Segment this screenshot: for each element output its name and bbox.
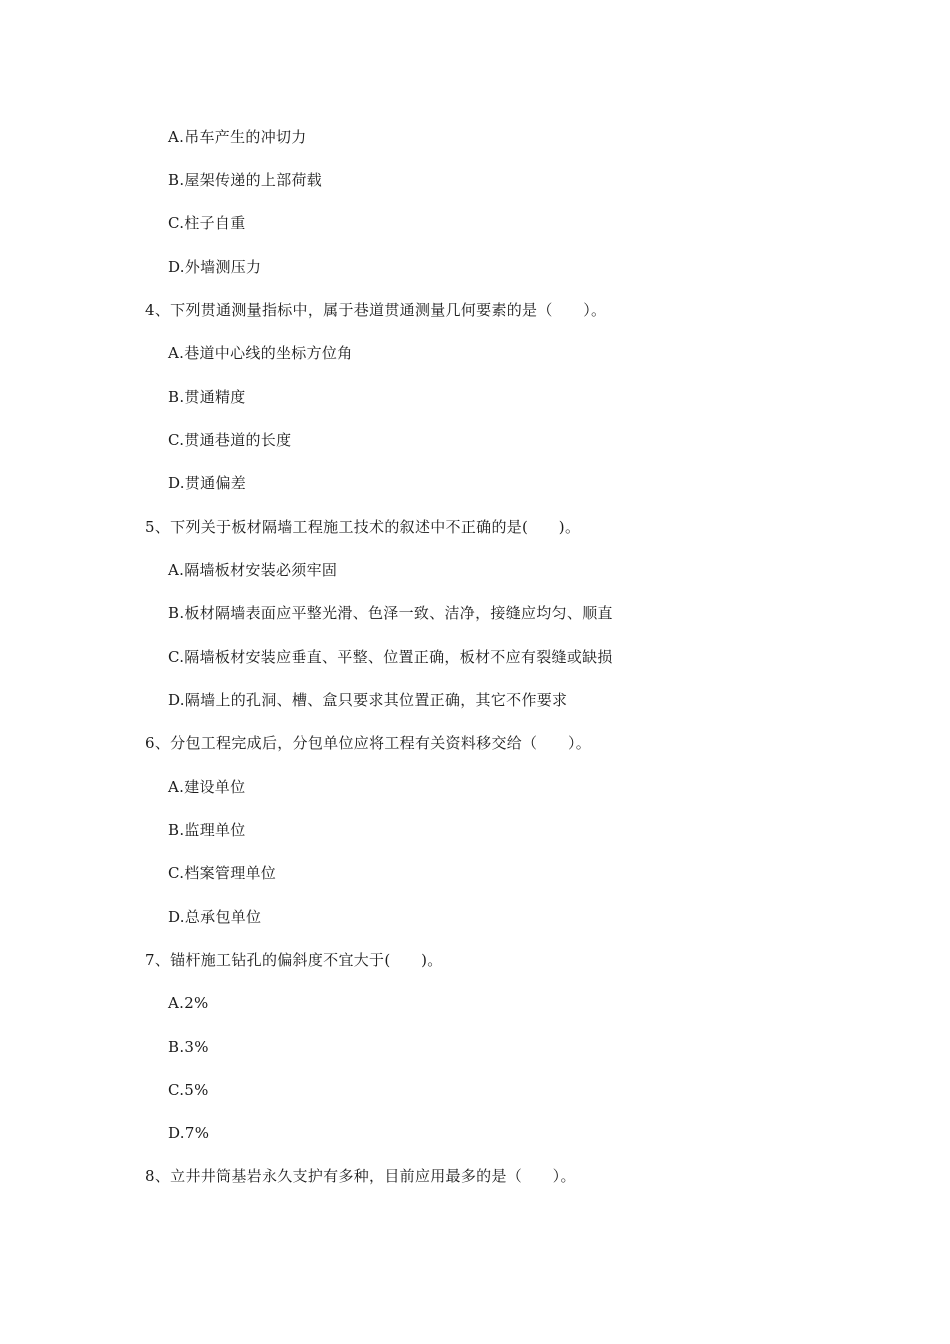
q5-option-c: C.隔墙板材安装应垂直、平整、位置正确，板材不应有裂缝或缺损 xyxy=(168,648,613,666)
q3-option-c: C.柱子自重 xyxy=(168,214,246,232)
q3-option-b: B.屋架传递的上部荷载 xyxy=(168,171,323,189)
q5-option-d: D.隔墙上的孔洞、槽、盒只要求其位置正确，其它不作要求 xyxy=(168,691,568,709)
q4-option-a: A.巷道中心线的坐标方位角 xyxy=(168,344,353,362)
q7-option-b: B.3% xyxy=(168,1038,209,1056)
q6-option-a: A.建设单位 xyxy=(168,778,246,796)
q6-option-d: D.总承包单位 xyxy=(168,908,262,926)
q5-option-b: B.板材隔墙表面应平整光滑、色泽一致、洁净，接缝应均匀、顺直 xyxy=(168,604,613,622)
q8-stem: 8、立井井筒基岩永久支护有多种，目前应用最多的是（ ）。 xyxy=(145,1167,576,1185)
q7-option-d: D.7% xyxy=(168,1124,210,1142)
q4-option-b: B.贯通精度 xyxy=(168,388,246,406)
q7-option-a: A.2% xyxy=(168,994,209,1012)
q5-option-a: A.隔墙板材安装必须牢固 xyxy=(168,561,338,579)
q6-option-b: B.监理单位 xyxy=(168,821,246,839)
q4-stem: 4、下列贯通测量指标中，属于巷道贯通测量几何要素的是（ ）。 xyxy=(145,301,607,319)
q4-option-d: D.贯通偏差 xyxy=(168,474,247,492)
q6-option-c: C.档案管理单位 xyxy=(168,864,277,882)
q3-option-d: D.外墙测压力 xyxy=(168,258,262,276)
q7-stem: 7、锚杆施工钻孔的偏斜度不宜大于( )。 xyxy=(145,951,443,969)
q6-stem: 6、分包工程完成后，分包单位应将工程有关资料移交给（ ）。 xyxy=(145,734,592,752)
q3-option-a: A.吊车产生的冲切力 xyxy=(168,128,307,146)
q5-stem: 5、下列关于板材隔墙工程施工技术的叙述中不正确的是( )。 xyxy=(145,518,581,536)
q4-option-c: C.贯通巷道的长度 xyxy=(168,431,292,449)
q7-option-c: C.5% xyxy=(168,1081,209,1099)
